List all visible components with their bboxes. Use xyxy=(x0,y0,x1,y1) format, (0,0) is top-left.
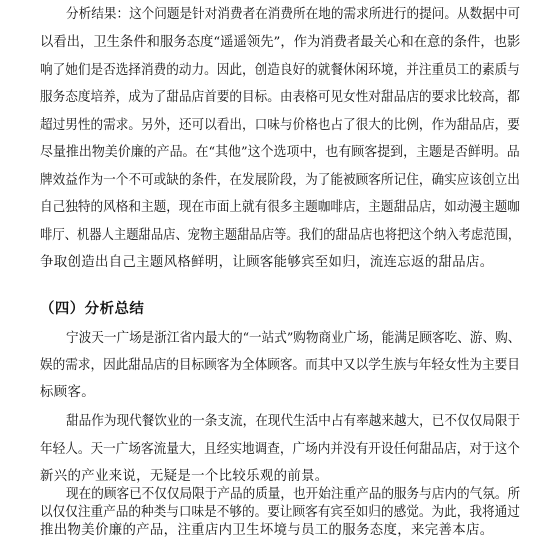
paragraph-line: 响了她们是否选择消费的动力。因此，创造良好的就餐休闲环境，并注重员工的素质与 xyxy=(40,63,520,78)
paragraph-line: 年轻人。天一广场客流量大，且经实地调查，广场内并没有开设任何甜品店，对于这个 xyxy=(40,442,520,457)
paragraph-line: 娱的需求，因此甜品店的目标顾客为全体顾客。而其中又以学生族与年轻女性为主要目 xyxy=(40,358,520,373)
paragraph-line: 啡厅、机器人主题甜品店、宠物主题甜品店等。我们的甜品店也将把这个纳入考虑范围， xyxy=(40,228,521,243)
paragraph-line: 推出物美价廉的产品，注重店内卫生坏境与员工的服务态度，来完善本店。 xyxy=(40,523,494,538)
paragraph-line: 超过男性的需求。另外，还可以看出，口味与价格也占了很大的比例，作为甜品店，要 xyxy=(40,118,520,133)
paragraph-line: 现在的顾客已不仅仅局限于产品的质量，也开始注重产品的服务与店内的气氛。所 xyxy=(66,487,521,502)
paragraph-line: 自己独特的风格和主题，现在市面上就有很多主题咖啡店，主题甜品店，如动漫主题咖 xyxy=(40,200,520,215)
paragraph-line: 新兴的产业来说，无疑是一个比较乐观的前景。 xyxy=(40,469,329,484)
paragraph-line: 以仅仅注重产品的种类与口味是不够的。要让顾客有宾至如归的感觉。为此，我将通过 xyxy=(40,505,520,520)
paragraph-line: 标顾客。 xyxy=(40,385,95,400)
paragraph-line: 争取创造出自己主题风格鲜明，让顾客能够宾至如归，流连忘返的甜品店。 xyxy=(40,255,494,270)
section-heading: （四）分析总结 xyxy=(40,301,145,317)
paragraph-line: 分析结果：这个问题是针对消费者在消费所在地的需求所进行的提问。从数据中可 xyxy=(66,7,521,22)
paragraph-line: 尽量推出物美价廉的产品。在“其他”这个选项中，也有顾客提到，主题是否鲜明。品 xyxy=(40,145,520,160)
paragraph-line: 宁波天一广场是浙江省内最大的“一站式”购物商业广场，能满足顾客吃、游、购、 xyxy=(66,331,521,346)
paragraph-line: 服务态度培养，成为了甜品店首要的目标。由表格可见女性对甜品店的要求比较高，都 xyxy=(40,90,520,105)
paragraph-line: 牌效益作为一个不可或缺的条件，在发展阶段，为了能被顾客所记住，确实应该创立出 xyxy=(40,173,520,188)
paragraph-line: 甜品作为现代餐饮业的一条支流，在现代生活中占有率越来越大，已不仅仅局限于 xyxy=(66,414,521,429)
paragraph-line: 以看出，卫生条件和服务态度“遥遥领先”，作为消费者最关心和在意的条件，也影 xyxy=(40,35,521,50)
